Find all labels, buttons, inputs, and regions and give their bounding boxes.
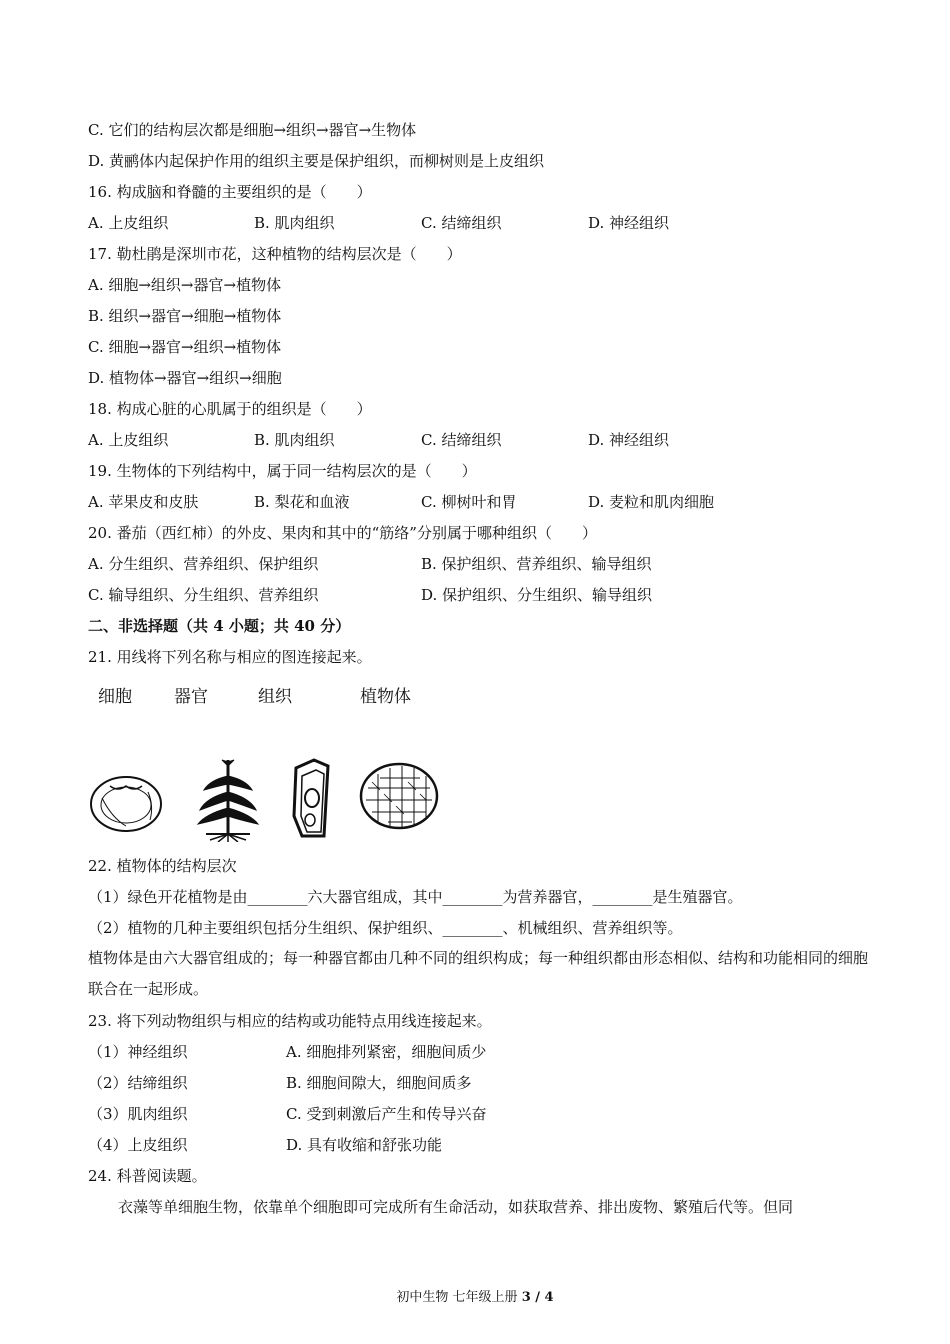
footer-subject: 初中生物 七年级上册: [396, 1290, 522, 1305]
q18-option-a: A. 上皮组织: [88, 431, 169, 449]
q21-stem: 21. 用线将下列名称与相应的图连接起来。: [88, 648, 372, 666]
q18-option-d: D. 神经组织: [588, 431, 670, 449]
q23-right-b: B. 细胞间隙大，细胞间质多: [286, 1074, 472, 1092]
q23-left-1: （1）神经组织: [88, 1043, 188, 1061]
q21-figures: [88, 758, 448, 842]
q20-option-d: D. 保护组织、分生组织、输导组织: [421, 586, 653, 604]
q20-stem: 20. 番茄（西红柿）的外皮、果肉和其中的“筋络”分别属于哪种组织（ ）: [88, 524, 597, 542]
q22-part1: （1）绿色开花植物是由________六大器官组成，其中________为营养器官，________是生殖器官。: [88, 888, 743, 906]
q18-option-b: B. 肌肉组织: [254, 431, 335, 449]
q23-left-3: （3）肌肉组织: [88, 1105, 188, 1123]
q22-stem: 22. 植物体的结构层次: [88, 857, 237, 875]
q16-option-a: A. 上皮组织: [88, 214, 169, 232]
tomato-figure: [91, 777, 161, 831]
q23-left-2: （2）结缔组织: [88, 1074, 188, 1092]
q18-stem: 18. 构成心脏的心肌属于的组织是（ ）: [88, 400, 372, 418]
q17-option-a: A. 细胞→组织→器官→植物体: [88, 276, 282, 294]
q22-part2: （2）植物的几种主要组织包括分生组织、保护组织、________、机械组织、营养组织等。: [88, 919, 683, 937]
q19-option-c: C. 柳树叶和胃: [421, 493, 517, 511]
q16-option-c: C. 结缔组织: [421, 214, 502, 232]
q19-option-a: A. 苹果皮和皮肤: [88, 493, 199, 511]
page-footer: [0, 1286, 950, 1305]
q15-option-d: D. 黄鹂体内起保护作用的组织主要是保护组织，而柳树则是上皮组织: [88, 152, 545, 170]
q18-option-c: C. 结缔组织: [421, 431, 502, 449]
q17-option-d: D. 植物体→器官→组织→细胞: [88, 369, 282, 387]
q15-option-c: C. 它们的结构层次都是细胞→组织→器官→生物体: [88, 121, 417, 139]
q24-paragraph: 衣藻等单细胞生物，依靠单个细胞即可完成所有生命活动，如获取营养、排出废物、繁殖后代等。但同: [118, 1198, 794, 1216]
q22-note: 植物体是由六大器官组成的；每一种器官都由几种不同的组织构成；每一种组织都由形态相似、结构和功能相同的细胞联合在一起形成。: [88, 949, 869, 998]
q16-option-b: B. 肌肉组织: [254, 214, 335, 232]
q20-option-b: B. 保护组织、营养组织、输导组织: [421, 555, 652, 573]
q16-option-d: D. 神经组织: [588, 214, 670, 232]
q21-label-tissue: 组织: [258, 687, 292, 707]
q19-stem: 19. 生物体的下列结构中，属于同一结构层次的是（ ）: [88, 462, 477, 480]
q20-option-c: C. 输导组织、分生组织、营养组织: [88, 586, 319, 604]
q21-label-plant: 植物体: [360, 687, 411, 707]
q19-option-d: D. 麦粒和肌肉细胞: [588, 493, 715, 511]
section-title: 二、非选择题（共 4 小题；共 40 分）: [88, 617, 351, 635]
q20-option-a: A. 分生组织、营养组织、保护组织: [88, 555, 319, 573]
q19-option-b: B. 梨花和血液: [254, 493, 350, 511]
q21-label-organ: 器官: [174, 687, 208, 707]
q24-stem: 24. 科普阅读题。: [88, 1167, 207, 1185]
q17-option-b: B. 组织→器官→细胞→植物体: [88, 307, 282, 325]
q23-left-4: （4）上皮组织: [88, 1136, 188, 1154]
plant-figure: [198, 760, 258, 842]
q23-right-d: D. 具有收缩和舒张功能: [286, 1136, 443, 1154]
tissue-figure: [361, 764, 437, 828]
q21-label-cell: 细胞: [98, 687, 132, 707]
q17-option-c: C. 细胞→器官→组织→植物体: [88, 338, 282, 356]
q23-right-a: A. 细胞排列紧密，细胞间质少: [286, 1043, 487, 1061]
q23-right-c: C. 受到刺激后产生和传导兴奋: [286, 1105, 487, 1123]
footer-page-number: 3 / 4: [521, 1290, 554, 1305]
q17-stem: 17. 勒杜鹃是深圳市花，这种植物的结构层次是（ ）: [88, 245, 462, 263]
q16-stem: 16. 构成脑和脊髓的主要组织的是（ ）: [88, 183, 372, 201]
cell-figure: [294, 760, 328, 836]
q23-stem: 23. 将下列动物组织与相应的结构或功能特点用线连接起来。: [88, 1012, 492, 1030]
